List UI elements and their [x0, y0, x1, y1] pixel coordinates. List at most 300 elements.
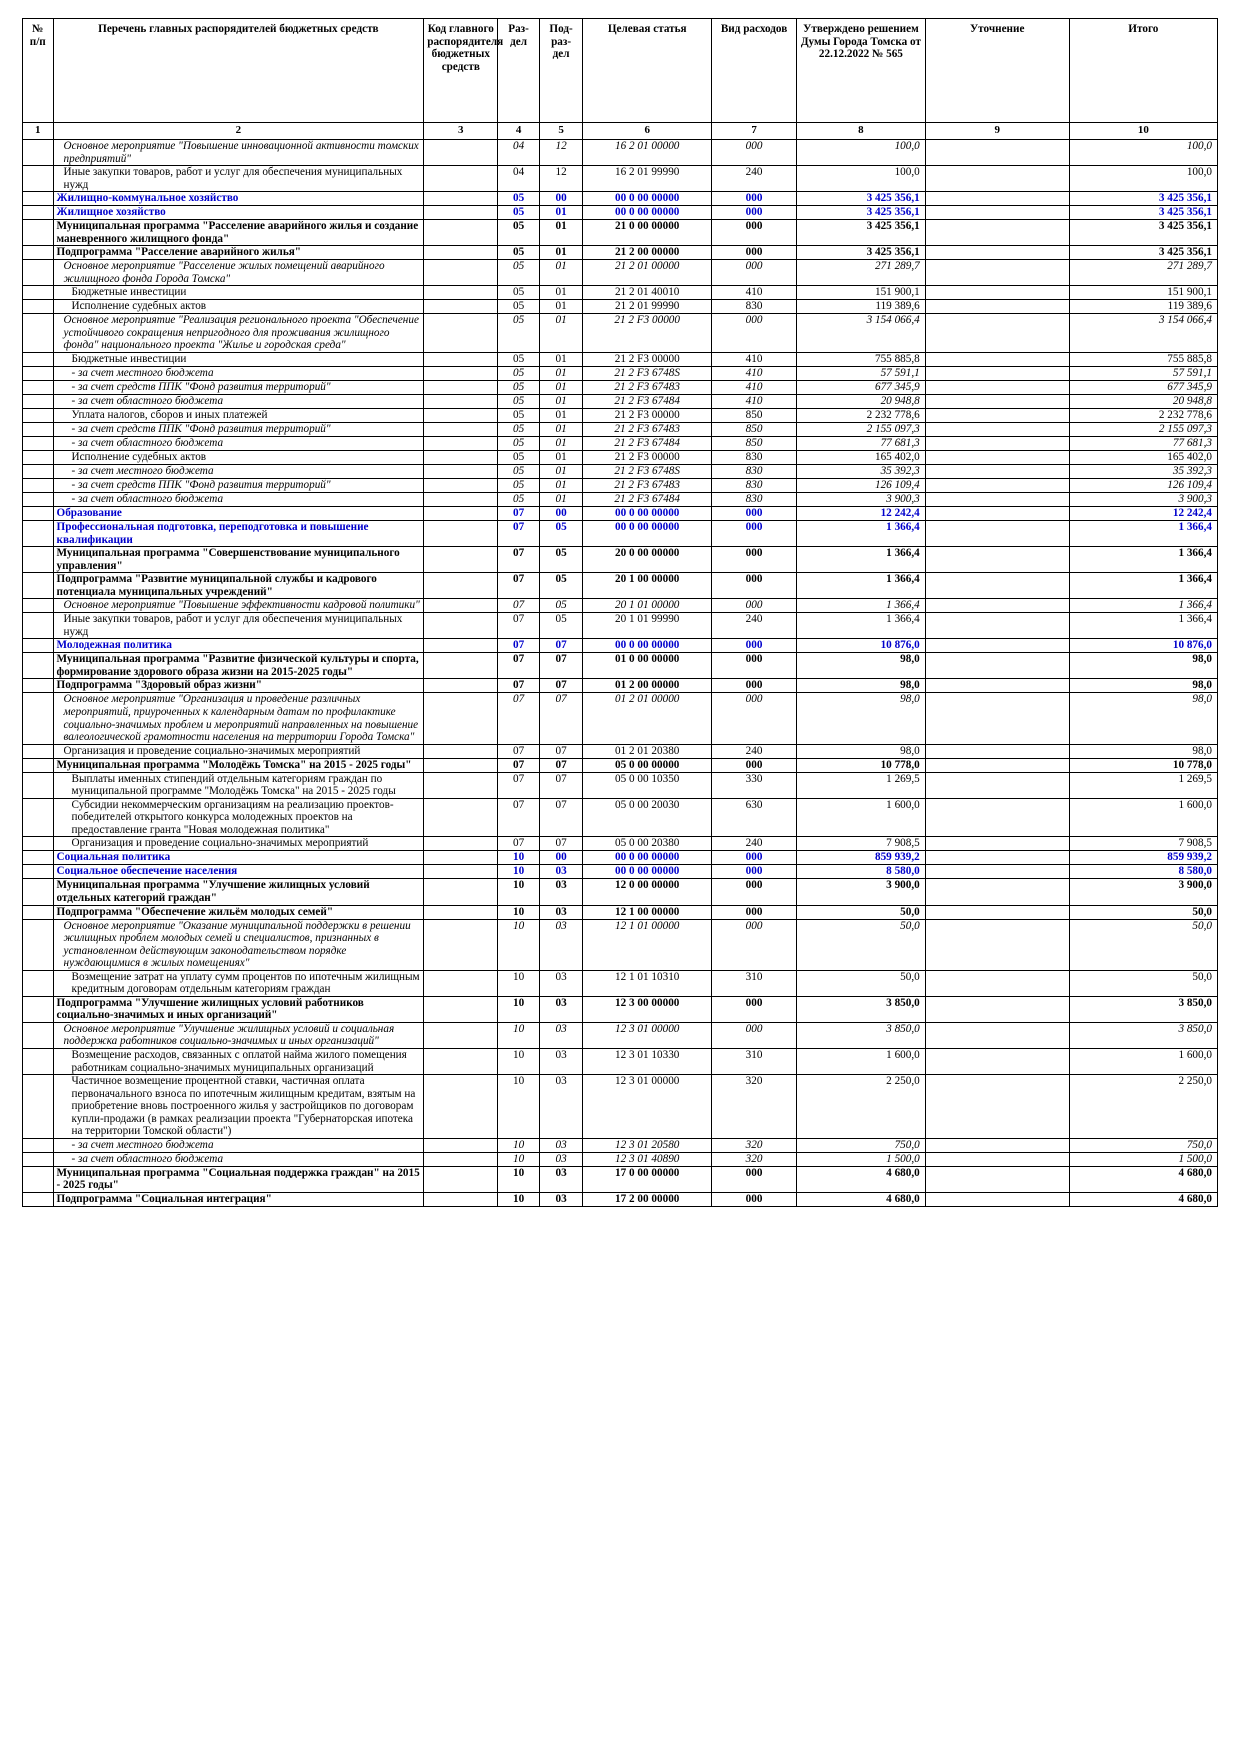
cell-razdel: 07: [498, 798, 539, 837]
cell-code: [424, 613, 498, 639]
table-row: [23, 547, 1218, 573]
colnum-8: 8: [797, 123, 926, 140]
cell-utverzhdeno: 165 402,0: [797, 451, 926, 465]
cell-utverzhdeno: 77 681,3: [797, 437, 926, 451]
cell-statya: 21 2 F3 00000: [583, 314, 712, 353]
table-row: [23, 772, 1218, 798]
cell-code: [424, 260, 498, 286]
cell-vid: 320: [712, 1138, 797, 1152]
cell-razdel: 05: [498, 206, 539, 220]
cell-code: [424, 693, 498, 744]
header-cell-number: № п/п: [23, 19, 54, 123]
cell-vid: 830: [712, 300, 797, 314]
cell-name: - за счет областного бюджета: [53, 1152, 424, 1166]
cell-statya: 21 2 01 40010: [583, 286, 712, 300]
cell-utverzhdeno: 50,0: [797, 905, 926, 919]
cell-podrazdel: 05: [539, 599, 583, 613]
cell-number: [23, 246, 54, 260]
cell-podrazdel: 01: [539, 451, 583, 465]
cell-number: [23, 653, 54, 679]
cell-utochnenie: [925, 206, 1069, 220]
cell-podrazdel: 03: [539, 1075, 583, 1139]
table-row: [23, 206, 1218, 220]
cell-razdel: 10: [498, 1152, 539, 1166]
cell-utochnenie: [925, 367, 1069, 381]
cell-itogo: 50,0: [1069, 905, 1217, 919]
cell-statya: 05 0 00 20030: [583, 798, 712, 837]
cell-statya: 21 2 F3 67483: [583, 381, 712, 395]
cell-number: [23, 1192, 54, 1206]
cell-code: [424, 639, 498, 653]
cell-vid: 000: [712, 547, 797, 573]
cell-number: [23, 479, 54, 493]
table-row: [23, 573, 1218, 599]
cell-itogo: 1 366,4: [1069, 521, 1217, 547]
cell-itogo: 100,0: [1069, 140, 1217, 166]
cell-name: Организация и проведение социально-значимых мероприятий: [53, 744, 424, 758]
cell-code: [424, 1075, 498, 1139]
cell-name: - за счет областного бюджета: [53, 395, 424, 409]
cell-number: [23, 140, 54, 166]
cell-number: [23, 613, 54, 639]
cell-name: Исполнение судебных актов: [53, 451, 424, 465]
cell-razdel: 04: [498, 166, 539, 192]
colnum-4: 4: [498, 123, 539, 140]
cell-number: [23, 837, 54, 851]
cell-statya: 21 2 F3 6748S: [583, 465, 712, 479]
cell-utverzhdeno: 3 425 356,1: [797, 192, 926, 206]
cell-utochnenie: [925, 653, 1069, 679]
table-row: [23, 465, 1218, 479]
cell-podrazdel: 07: [539, 653, 583, 679]
cell-vid: 000: [712, 679, 797, 693]
cell-code: [424, 140, 498, 166]
cell-podrazdel: 01: [539, 286, 583, 300]
cell-vid: 000: [712, 314, 797, 353]
cell-number: [23, 314, 54, 353]
cell-utverzhdeno: 50,0: [797, 919, 926, 970]
cell-utochnenie: [925, 381, 1069, 395]
cell-podrazdel: 03: [539, 1138, 583, 1152]
table-row: [23, 679, 1218, 693]
cell-utverzhdeno: 3 425 356,1: [797, 246, 926, 260]
cell-utverzhdeno: 3 425 356,1: [797, 220, 926, 246]
cell-podrazdel: 07: [539, 837, 583, 851]
cell-itogo: 2 232 778,6: [1069, 409, 1217, 423]
cell-vid: 830: [712, 451, 797, 465]
cell-razdel: 10: [498, 1192, 539, 1206]
cell-code: [424, 220, 498, 246]
cell-podrazdel: 07: [539, 772, 583, 798]
table-header-row: [23, 19, 1218, 123]
cell-name: Уплата налогов, сборов и иных платежей: [53, 409, 424, 423]
table-row: [23, 451, 1218, 465]
header-cell-podrazdel: Под-раз-дел: [539, 19, 583, 123]
cell-utochnenie: [925, 451, 1069, 465]
cell-razdel: 07: [498, 837, 539, 851]
cell-statya: 21 2 F3 67484: [583, 437, 712, 451]
cell-number: [23, 905, 54, 919]
cell-podrazdel: 03: [539, 1166, 583, 1192]
cell-vid: 850: [712, 437, 797, 451]
cell-statya: 12 3 01 40890: [583, 1152, 712, 1166]
table-body: [23, 140, 1218, 1207]
cell-statya: 21 0 00 00000: [583, 220, 712, 246]
cell-utverzhdeno: 1 600,0: [797, 798, 926, 837]
cell-name: Социальная политика: [53, 851, 424, 865]
cell-utochnenie: [925, 851, 1069, 865]
cell-podrazdel: 01: [539, 206, 583, 220]
cell-code: [424, 423, 498, 437]
cell-razdel: 07: [498, 758, 539, 772]
cell-podrazdel: 00: [539, 507, 583, 521]
cell-vid: 830: [712, 479, 797, 493]
cell-name: Иные закупки товаров, работ и услуг для обеспечения муниципальных нужд: [53, 166, 424, 192]
table-row: [23, 166, 1218, 192]
table-row: [23, 996, 1218, 1022]
cell-podrazdel: 01: [539, 220, 583, 246]
cell-utochnenie: [925, 573, 1069, 599]
cell-name: Бюджетные инвестиции: [53, 286, 424, 300]
cell-utverzhdeno: 1 366,4: [797, 599, 926, 613]
cell-statya: 21 2 F3 67483: [583, 479, 712, 493]
cell-vid: 000: [712, 140, 797, 166]
cell-code: [424, 206, 498, 220]
cell-vid: 000: [712, 220, 797, 246]
cell-statya: 21 2 F3 67484: [583, 395, 712, 409]
cell-number: [23, 798, 54, 837]
cell-code: [424, 744, 498, 758]
cell-utochnenie: [925, 220, 1069, 246]
cell-statya: 05 0 00 00000: [583, 758, 712, 772]
cell-vid: 410: [712, 381, 797, 395]
cell-number: [23, 521, 54, 547]
cell-razdel: 05: [498, 367, 539, 381]
cell-utverzhdeno: 3 425 356,1: [797, 206, 926, 220]
cell-name: Основное мероприятие "Повышение эффективности кадровой политики": [53, 599, 424, 613]
cell-vid: 000: [712, 758, 797, 772]
cell-itogo: 100,0: [1069, 166, 1217, 192]
cell-itogo: 2 250,0: [1069, 1075, 1217, 1139]
cell-itogo: 151 900,1: [1069, 286, 1217, 300]
cell-name: Основное мероприятие "Реализация регионального проекта "Обеспечение устойчивого сокращения непригодного для проживания жилищного фонда" национального проекта "Жилье и городская среда": [53, 314, 424, 353]
cell-statya: 01 2 00 00000: [583, 679, 712, 693]
cell-statya: 20 0 00 00000: [583, 547, 712, 573]
cell-statya: 21 2 01 00000: [583, 260, 712, 286]
table-row: [23, 381, 1218, 395]
cell-code: [424, 246, 498, 260]
cell-utochnenie: [925, 465, 1069, 479]
cell-razdel: 07: [498, 599, 539, 613]
cell-code: [424, 865, 498, 879]
cell-itogo: 165 402,0: [1069, 451, 1217, 465]
cell-code: [424, 465, 498, 479]
cell-number: [23, 758, 54, 772]
cell-number: [23, 865, 54, 879]
cell-razdel: 10: [498, 1138, 539, 1152]
cell-statya: 12 3 00 00000: [583, 996, 712, 1022]
cell-vid: 000: [712, 573, 797, 599]
colnum-10: 10: [1069, 123, 1217, 140]
cell-razdel: 05: [498, 220, 539, 246]
cell-itogo: 57 591,1: [1069, 367, 1217, 381]
cell-code: [424, 286, 498, 300]
cell-vid: 240: [712, 166, 797, 192]
cell-code: [424, 314, 498, 353]
cell-utochnenie: [925, 744, 1069, 758]
colnum-1: 1: [23, 123, 54, 140]
cell-utverzhdeno: 151 900,1: [797, 286, 926, 300]
cell-code: [424, 367, 498, 381]
cell-podrazdel: 07: [539, 744, 583, 758]
cell-utochnenie: [925, 1075, 1069, 1139]
cell-itogo: 3 154 066,4: [1069, 314, 1217, 353]
cell-utochnenie: [925, 693, 1069, 744]
cell-vid: 000: [712, 1022, 797, 1048]
cell-utverzhdeno: 10 778,0: [797, 758, 926, 772]
cell-razdel: 07: [498, 521, 539, 547]
cell-number: [23, 437, 54, 451]
budget-table: [22, 18, 1218, 1207]
cell-razdel: 05: [498, 246, 539, 260]
cell-podrazdel: 03: [539, 865, 583, 879]
cell-name: Жилищное хозяйство: [53, 206, 424, 220]
cell-statya: 12 1 00 00000: [583, 905, 712, 919]
cell-vid: 000: [712, 865, 797, 879]
cell-name: Основное мероприятие "Организация и проведение различных мероприятий, приуроченных к календарным датам по профилактике социально-значимых проблем и мероприятий направленных на повышение валеологической грамотности населения на территории Города Томска": [53, 693, 424, 744]
cell-utochnenie: [925, 192, 1069, 206]
cell-vid: 410: [712, 286, 797, 300]
cell-itogo: 750,0: [1069, 1138, 1217, 1152]
cell-code: [424, 996, 498, 1022]
cell-podrazdel: 01: [539, 260, 583, 286]
cell-itogo: 3 425 356,1: [1069, 220, 1217, 246]
cell-name: - за счет средств ППК "Фонд развития территорий": [53, 423, 424, 437]
cell-name: Возмещение расходов, связанных с оплатой найма жилого помещения работникам социально-значимых муниципальных организаций: [53, 1048, 424, 1074]
cell-statya: 16 2 01 99990: [583, 166, 712, 192]
cell-number: [23, 206, 54, 220]
cell-number: [23, 879, 54, 905]
cell-number: [23, 1048, 54, 1074]
cell-utverzhdeno: 3 850,0: [797, 996, 926, 1022]
cell-itogo: 755 885,8: [1069, 353, 1217, 367]
cell-code: [424, 166, 498, 192]
cell-vid: 000: [712, 246, 797, 260]
cell-name: Социальное обеспечение населения: [53, 865, 424, 879]
cell-code: [424, 919, 498, 970]
cell-name: - за счет областного бюджета: [53, 493, 424, 507]
table-row: [23, 521, 1218, 547]
cell-statya: 20 1 01 99990: [583, 613, 712, 639]
cell-number: [23, 744, 54, 758]
cell-utverzhdeno: 677 345,9: [797, 381, 926, 395]
cell-name: Организация и проведение социально-значимых мероприятий: [53, 837, 424, 851]
cell-statya: 12 3 01 10330: [583, 1048, 712, 1074]
cell-number: [23, 451, 54, 465]
cell-utochnenie: [925, 286, 1069, 300]
cell-podrazdel: 03: [539, 1192, 583, 1206]
table-row: [23, 314, 1218, 353]
colnum-2: 2: [53, 123, 424, 140]
cell-statya: 01 2 01 20380: [583, 744, 712, 758]
cell-number: [23, 166, 54, 192]
cell-name: Подпрограмма "Улучшение жилищных условий работников социально-значимых и иных организаций": [53, 996, 424, 1022]
cell-utverzhdeno: 750,0: [797, 1138, 926, 1152]
cell-itogo: 3 900,3: [1069, 493, 1217, 507]
cell-vid: 410: [712, 367, 797, 381]
cell-name: - за счет местного бюджета: [53, 465, 424, 479]
cell-name: Муниципальная программа "Социальная поддержка граждан" на 2015 - 2025 годы": [53, 1166, 424, 1192]
cell-utverzhdeno: 98,0: [797, 693, 926, 744]
cell-name: Жилищно-коммунальное хозяйство: [53, 192, 424, 206]
cell-itogo: 50,0: [1069, 919, 1217, 970]
cell-utverzhdeno: 98,0: [797, 679, 926, 693]
cell-utochnenie: [925, 758, 1069, 772]
cell-podrazdel: 01: [539, 246, 583, 260]
cell-podrazdel: 03: [539, 1022, 583, 1048]
cell-podrazdel: 03: [539, 970, 583, 996]
cell-itogo: 3 850,0: [1069, 996, 1217, 1022]
cell-code: [424, 547, 498, 573]
cell-podrazdel: 07: [539, 693, 583, 744]
cell-razdel: 04: [498, 140, 539, 166]
cell-name: - за счет средств ППК "Фонд развития территорий": [53, 381, 424, 395]
cell-utverzhdeno: 10 876,0: [797, 639, 926, 653]
cell-utochnenie: [925, 599, 1069, 613]
cell-itogo: 1 269,5: [1069, 772, 1217, 798]
cell-name: Выплаты именных стипендий отдельным категориям граждан по муниципальной программе "Молодёжь Томска" на 2015 - 2025 годы: [53, 772, 424, 798]
cell-code: [424, 493, 498, 507]
cell-vid: 000: [712, 653, 797, 679]
cell-podrazdel: 01: [539, 300, 583, 314]
cell-name: Субсидии некоммерческим организациям на реализацию проектов-победителей открытого конкурса молодежных проектов на предоставление гранта "Новая молодежная политика": [53, 798, 424, 837]
cell-razdel: 10: [498, 970, 539, 996]
cell-itogo: 3 425 356,1: [1069, 192, 1217, 206]
cell-podrazdel: 00: [539, 851, 583, 865]
cell-razdel: 05: [498, 192, 539, 206]
cell-utverzhdeno: 1 366,4: [797, 521, 926, 547]
cell-code: [424, 479, 498, 493]
cell-podrazdel: 01: [539, 479, 583, 493]
cell-statya: 21 2 F3 00000: [583, 451, 712, 465]
cell-podrazdel: 01: [539, 353, 583, 367]
cell-name: Основное мероприятие "Оказание муниципальной поддержки в решении жилищных проблем молодых семей и специалистов, признанных в установленном действующим законодательством порядке нуждающимися в жилых помещениях": [53, 919, 424, 970]
cell-itogo: 3 425 356,1: [1069, 246, 1217, 260]
cell-statya: 00 0 00 00000: [583, 206, 712, 220]
table-row: [23, 1022, 1218, 1048]
cell-podrazdel: 01: [539, 423, 583, 437]
cell-number: [23, 693, 54, 744]
cell-number: [23, 996, 54, 1022]
cell-name: Основное мероприятие "Расселение жилых помещений аварийного жилищного фонда Города Томска": [53, 260, 424, 286]
cell-itogo: 3 850,0: [1069, 1022, 1217, 1048]
cell-utverzhdeno: 57 591,1: [797, 367, 926, 381]
cell-vid: 240: [712, 613, 797, 639]
cell-vid: 000: [712, 851, 797, 865]
cell-vid: 000: [712, 1166, 797, 1192]
cell-utochnenie: [925, 547, 1069, 573]
cell-itogo: 77 681,3: [1069, 437, 1217, 451]
cell-podrazdel: 01: [539, 465, 583, 479]
cell-itogo: 1 600,0: [1069, 1048, 1217, 1074]
cell-number: [23, 547, 54, 573]
cell-statya: 00 0 00 00000: [583, 851, 712, 865]
table-row: [23, 423, 1218, 437]
cell-utochnenie: [925, 639, 1069, 653]
cell-number: [23, 220, 54, 246]
cell-utverzhdeno: 1 366,4: [797, 547, 926, 573]
cell-itogo: 3 425 356,1: [1069, 206, 1217, 220]
cell-itogo: 4 680,0: [1069, 1166, 1217, 1192]
cell-razdel: 10: [498, 851, 539, 865]
cell-itogo: 8 580,0: [1069, 865, 1217, 879]
cell-utochnenie: [925, 260, 1069, 286]
cell-code: [424, 507, 498, 521]
cell-statya: 21 2 00 00000: [583, 246, 712, 260]
cell-razdel: 05: [498, 395, 539, 409]
colnum-5: 5: [539, 123, 583, 140]
cell-number: [23, 367, 54, 381]
cell-utverzhdeno: 1 366,4: [797, 613, 926, 639]
cell-statya: 21 2 F3 67484: [583, 493, 712, 507]
cell-utochnenie: [925, 919, 1069, 970]
cell-code: [424, 1166, 498, 1192]
cell-vid: 850: [712, 423, 797, 437]
table-row: [23, 879, 1218, 905]
cell-vid: 000: [712, 919, 797, 970]
cell-podrazdel: 12: [539, 166, 583, 192]
cell-razdel: 05: [498, 286, 539, 300]
cell-name: Основное мероприятие "Повышение инновационной активности томских предприятий": [53, 140, 424, 166]
table-row: [23, 140, 1218, 166]
cell-name: - за счет местного бюджета: [53, 367, 424, 381]
cell-number: [23, 639, 54, 653]
table-row: [23, 758, 1218, 772]
cell-itogo: 2 155 097,3: [1069, 423, 1217, 437]
cell-statya: 00 0 00 00000: [583, 521, 712, 547]
header-cell-vid: Вид расходов: [712, 19, 797, 123]
cell-utochnenie: [925, 479, 1069, 493]
cell-name: Иные закупки товаров, работ и услуг для обеспечения муниципальных нужд: [53, 613, 424, 639]
cell-razdel: 10: [498, 1075, 539, 1139]
cell-vid: 330: [712, 772, 797, 798]
cell-number: [23, 300, 54, 314]
table-row: [23, 693, 1218, 744]
cell-code: [424, 879, 498, 905]
cell-itogo: 1 366,4: [1069, 613, 1217, 639]
cell-number: [23, 1022, 54, 1048]
cell-itogo: 98,0: [1069, 653, 1217, 679]
cell-razdel: 07: [498, 573, 539, 599]
cell-utochnenie: [925, 246, 1069, 260]
cell-statya: 12 1 01 10310: [583, 970, 712, 996]
cell-utochnenie: [925, 1138, 1069, 1152]
cell-utverzhdeno: 755 885,8: [797, 353, 926, 367]
cell-utverzhdeno: 2 250,0: [797, 1075, 926, 1139]
cell-name: Подпрограмма "Здоровый образ жизни": [53, 679, 424, 693]
cell-number: [23, 851, 54, 865]
cell-code: [424, 1152, 498, 1166]
cell-vid: 000: [712, 260, 797, 286]
cell-number: [23, 1138, 54, 1152]
cell-podrazdel: 07: [539, 758, 583, 772]
cell-vid: 000: [712, 507, 797, 521]
cell-utverzhdeno: 2 155 097,3: [797, 423, 926, 437]
cell-number: [23, 381, 54, 395]
table-row: [23, 353, 1218, 367]
cell-podrazdel: 01: [539, 381, 583, 395]
cell-code: [424, 521, 498, 547]
